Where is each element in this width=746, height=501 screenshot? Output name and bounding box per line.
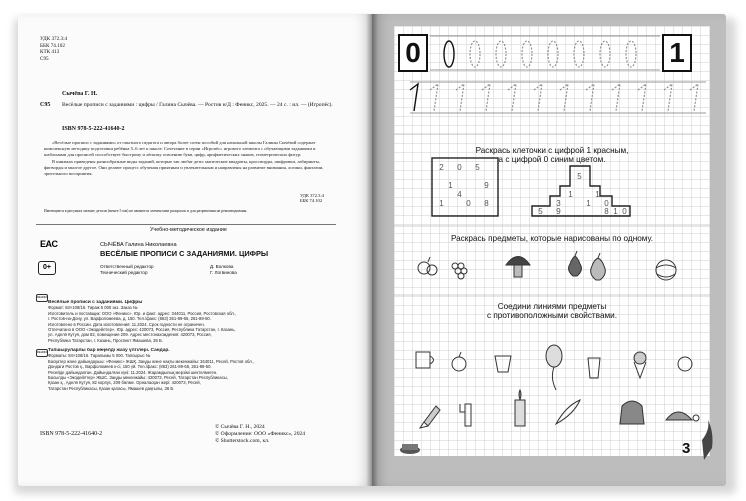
copyright-line: © Shutterstock.com, кл.: [215, 438, 270, 444]
instruction-line: с противоположными свойствами.: [487, 311, 617, 320]
instruction-connect-opposites: [420, 302, 684, 320]
edition-type: Учебно-методическое издание: [150, 227, 227, 233]
bbk-right: ББК 74.102: [300, 198, 323, 204]
mushroom-icon: [506, 257, 530, 278]
imprint-line: Дондаги Ростов қ., Варфоломеев к-сі, 150 үй. Тел./факс: (863) 261-89-65, 261-89-50.: [48, 364, 212, 370]
eac-mark: EAC: [40, 239, 58, 249]
instruction-line: Раскрась клеточки с цифрой 1 красным,: [475, 146, 629, 155]
instruction-line: а с цифрой 0 синим цветом.: [498, 155, 606, 164]
grid-digit: 0: [622, 207, 627, 216]
publisher-logo: ФЕНИКС: [36, 294, 48, 302]
feather-icon: [556, 400, 580, 424]
author-full: СЫЧЁВА Галина Николаевна: [100, 242, 177, 248]
grid-digit: 2: [439, 163, 444, 172]
grid-digit: 5: [577, 172, 582, 181]
candle-icon: [515, 390, 525, 426]
grid-digit: 1: [568, 190, 573, 199]
instruction-single-items: Раскрась предметы, которые нарисованы по одному.: [450, 234, 654, 243]
grid-digit: 8: [604, 207, 609, 216]
zero-tracing: [444, 41, 636, 67]
grid-digit: 0: [457, 163, 462, 172]
udk-right: УДК 372.3:4: [300, 193, 325, 198]
sun-icon: [678, 357, 692, 371]
grapes-icon: [452, 263, 467, 279]
one-tracing: [430, 84, 698, 111]
grid-digit: 5: [538, 207, 543, 216]
annotation-paragraph: «Весёлые прописи с заданиями» от опытного педагога и автора более сотен пособий для начальной школы Галины Сычёвой содержат комплексную методику подготовки ребёнка 5–6 лет к школе. Сочетание в серии «Игропёс» игрового элемента с обучающими заданиями и шаблонами для прописей способствует быстрому и лёгкому освоению букв, цифр, арифметических знаков, геометрических фигур.: [44, 140, 316, 158]
imprint-line: Қазан қ., Аделя Кутуя, 82 корпус, 209 бөлме. Орналасқан жері: 420073, Ресей,: [48, 380, 201, 386]
copyright-line: © Оформление: ООО «Феникс», 2024: [215, 431, 306, 437]
grid-digit: 9: [556, 207, 561, 216]
imprint-line: Форматы: 84×108/16. Таралымы 5 000. Тапсырыс №: [48, 353, 151, 359]
bbk-code: ББК 74.102: [40, 42, 65, 49]
staff-name: Г. Логвинова: [210, 270, 237, 275]
udk-code: УДК 372.3:4: [40, 36, 68, 42]
grid-digit: 9: [484, 181, 489, 190]
staff-role: Ответственный редактор: [100, 264, 154, 269]
isbn-top: ISBN 978-5-222-41640-2: [62, 126, 125, 132]
grid-digit: 0: [604, 199, 609, 208]
dog-bowl-icon: [400, 444, 420, 454]
grid-digit: 4: [457, 190, 462, 199]
grid-digit: 1: [439, 199, 444, 208]
balloon-icon: [546, 345, 562, 390]
footnote: Имеющиеся в рисунках мелкие детали (менее 5 мм) не являются элементами раскрасок и для разрешения не рекомендованы.: [44, 209, 248, 213]
one-sample: [410, 84, 418, 111]
instruction-color-cells: [420, 146, 684, 164]
imprint-line: Изготовитель и поставщик: ООО «Феникс». Юр. и факт. адрес: 344011, Россия, Ростовская обл.,: [48, 310, 237, 316]
page-number: 3: [682, 440, 691, 457]
grid-digit: 3: [556, 199, 561, 208]
objects-row: [418, 251, 676, 280]
isbn-bottom: ISBN 978-5-222-41640-2: [40, 431, 103, 437]
imprint-line: ул. Аделя Кутуя, дом 82, помещение 209. Адрес местонахождения: 420073, Россия,: [48, 332, 212, 338]
imprint-line: г. Ростов-на-Дону, ул. Варфоломеева, д. 150. Тел./факс: (863) 261-89-65, 261-89-50.: [48, 316, 211, 322]
digit-one-box: 1: [662, 34, 692, 72]
book-title: ВЕСЁЛЫЕ ПРОПИСИ С ЗАДАНИЯМИ. ЦИФРЫ: [100, 249, 269, 258]
imprint-line: Отпечатано в ООО «Экодейлтер». Юр. адрес: 420073, Россия, Республика Татарстан, г. Казань,: [48, 327, 236, 333]
staff-name: Д. Волкова: [210, 264, 234, 269]
imprint-line: Формат: 84×108/16. Тираж 5 000 экз. Заказ №: [48, 305, 138, 311]
dog-tail-icon: [702, 420, 713, 460]
instruction-line: Соедини линиями предметы: [497, 302, 607, 311]
ktk-code: КТК 413: [40, 49, 60, 56]
mug-icon: [416, 352, 434, 368]
rocket-icon: [420, 406, 440, 428]
imprint-tat-title: Тапшыруларлы бар көңелді жазу үлгілері. Сандар.: [48, 348, 170, 353]
glass-icon: [588, 358, 600, 378]
writing-guide-lines: [410, 36, 706, 113]
ice-cream-icon: [634, 352, 646, 378]
apple-icon: [418, 257, 437, 275]
imprint-line: Изготовлено в России. Дата изготовления: 11.2024. Срок годности не ограничен.: [48, 321, 205, 327]
bibliographic-description: Весёлые прописи с заданиями : цифры / Галина Сычёва. — Ростов н/Д : Феникс, 2025. — 24 с. : ил. — (Игропёс).: [62, 102, 333, 108]
apple-icon: [452, 352, 466, 371]
grid-digit: 8: [484, 199, 489, 208]
imprint-line: Татарстан Республикасы, Қазан қаласы, Ямашев даңғылы, 36 Б.: [48, 385, 175, 391]
grid-digit: 5: [475, 163, 480, 172]
opposites-bottom-row: [420, 390, 699, 428]
annotation-paragraph: В книжках приведены разнообразные виды заданий, которые так любят дети: магические квадраты, кроссворды, шифровки, лабиринты, фигворды и многое другое. Они делают процесс обучения приятным и увлекательным и направлены на развитие внимания, логики, фантазии, зрительного восприятия.: [44, 158, 324, 177]
age-rating-badge: 0+: [38, 261, 56, 275]
author-line: Сычёва Г. Н.: [62, 91, 98, 97]
author-code: C95: [40, 55, 49, 62]
opposites-top-row: [416, 345, 692, 390]
digit-zero-box: 0: [398, 34, 428, 72]
c95-code: C95: [40, 102, 51, 108]
imprint-line: Республика Татарстан, г. Казань, Проспект Ямашева, 36 Б.: [48, 337, 163, 343]
cactus-icon: [460, 404, 471, 426]
imprint-line: Басылды «Экодейлтер» ЖШС. Заңды мекенжайы: 420073, Ресей, Татарстан Республикасы,: [48, 375, 228, 381]
grid-digit: 0: [466, 199, 471, 208]
cup-icon: [495, 356, 511, 372]
imprint-line: Весёлые прописи с заданиями. Цифры: [48, 300, 143, 305]
imprint-line: Ресейде дайындалған. Дайындалған күні: 11.2024. Жарамдылық мерзімі шектелмеген.: [48, 369, 218, 375]
staff-role: Технический редактор: [100, 270, 148, 275]
publisher-logo: ФЕНИКС: [36, 349, 48, 357]
ball-icon: [656, 260, 676, 280]
grid-digit: 1: [613, 207, 618, 216]
weight-icon: [620, 401, 644, 424]
grid-digit: 1: [586, 199, 591, 208]
grid-digit: 1: [448, 181, 453, 190]
copyright-line: © Сычёва Г. Н., 2024: [215, 424, 265, 430]
zero-sample: [444, 41, 454, 67]
imprint-line: Басқатер және дайындаушы: «Феникс» ЖШҚ. Заңды және нақты мекенжайы: 344011, Ресей, Ростов обл.,: [48, 358, 255, 364]
pear-icon: [591, 253, 606, 280]
turtle-icon: [666, 412, 699, 421]
grid-digit: 1: [595, 190, 600, 199]
pear-icon: [569, 251, 582, 276]
